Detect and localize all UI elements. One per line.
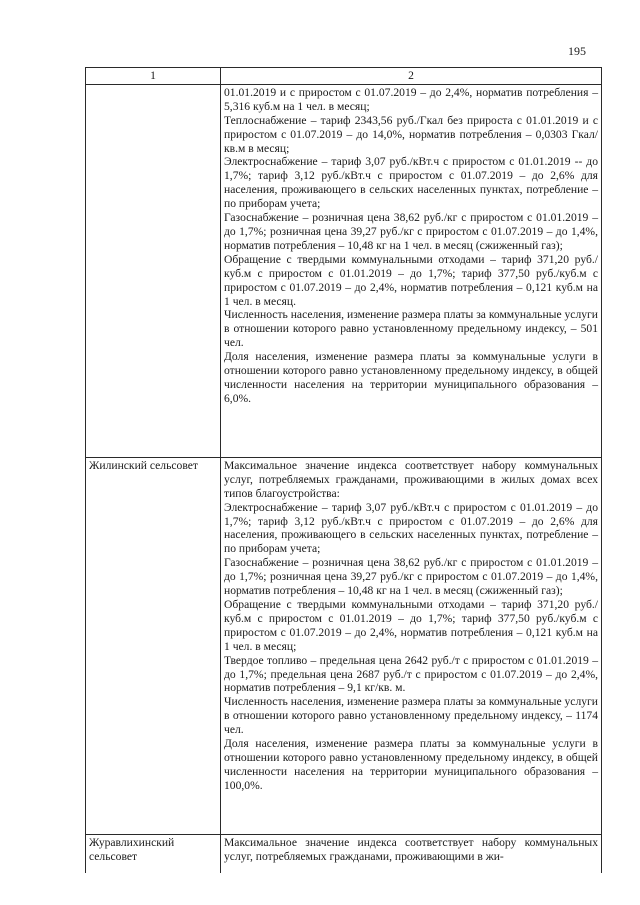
table-row (86, 457, 602, 834)
paragraph: Обращение с твердыми коммунальными отходами – тариф 371,20 руб./куб.м с приростом с 01.01.2019 – до 1,7%; тариф 377,50 руб./куб.м с приростом с 01.07.2019 – до 2,4%, норматив потребления – 0,121 куб.м на 1 чел. в месяц; (224, 597, 598, 653)
paragraph: Газоснабжение – розничная цена 38,62 руб./кг с приростом с 01.01.2019 – до 1,7%; розничная цена 39,27 руб./кг с приростом с 01.07.2019 – до 1,4%, норматив потребления – 10,48 кг на 1 чел. в месяц (сжиженный газ); (224, 211, 598, 252)
tariff-description-cell (221, 457, 602, 834)
table-header-row (86, 68, 602, 85)
paragraph: 01.01.2019 и с приростом с 01.07.2019 – до 2,4%, норматив потребления – 5,316 куб.м на 1 чел. в месяц; (224, 85, 598, 113)
paragraph: Обращение с твердыми коммунальными отходами – тариф 371,20 руб./куб.м с приростом с 01.01.2019 – до 1,7%; тариф 377,50 руб./куб.м с приростом с 01.07.2019 – до 2,4%, норматив потребления – 0,121 куб.м на 1 чел. в месяц. (224, 252, 598, 308)
municipality-name-cell (86, 84, 221, 457)
municipality-name-cell: Журавлихинский сельсовет (86, 834, 221, 873)
paragraph: Максимальное значение индекса соответствует набору коммунальных услуг, потребляемых гражданами, проживающими в жи- (224, 835, 598, 863)
paragraph: Газоснабжение – розничная цена 38,62 руб./кг с приростом с 01.01.2019 – до 1,7%; розничная цена 39,27 руб./кг с приростом с 01.07.2019 – до 1,4%, норматив потребления – 10,48 кг на 1 чел. в месяц (сжиженный газ); (224, 556, 598, 598)
paragraph: Численность населения, изменение размера платы за коммунальные услуги в отношении которого равно установленному предельному индексу, – 1174 чел. (224, 695, 598, 737)
paragraph: Теплоснабжение – тариф 2343,56 руб./Гкал без прироста с 01.01.2019 и с приростом с 01.07.2019 – до 14,0%, норматив потребления – 0,0303 Гкал/кв.м в месяц; (224, 113, 598, 155)
paragraph: Электроснабжение – тариф 3,07 руб./кВт.ч с приростом с 01.01.2019 -- до 1,7%; тариф 3,12 руб./кВт.ч с приростом с 01.07.2019 – до 2,6% для населения, проживающего в сельских населенных пунктах, потребление – по приборам учета; (224, 155, 598, 211)
paragraph: Максимальное значение индекса соответствует набору коммунальных услуг, потребляемых гражданами, проживающими в жилых домах всех типов благоустройства: (224, 458, 598, 500)
column-header-2: 2 (221, 68, 602, 85)
paragraph: Численность населения, изменение размера платы за коммунальные услуги в отношении которого равно установленному предельному индексу, – 501 чел. (224, 308, 598, 350)
table-row (86, 84, 602, 457)
paragraph: Электроснабжение – тариф 3,07 руб./кВт.ч с приростом с 01.01.2019 – до 1,7%; тариф 3,12 руб./кВт.ч с приростом с 01.07.2019 – до 2,6% для населения, проживающего в сельских населенных пунктах, потребление – по приборам учета; (224, 500, 598, 556)
tariff-description-cell (221, 834, 602, 873)
page-number: 195 (568, 44, 586, 58)
paragraph: Доля населения, изменение размера платы за коммунальные услуги в отношении которого равно установленному предельному индексу, в общей численности населения на территории муниципального образования – 6,0%. (224, 350, 598, 405)
column-header-1: 1 (86, 68, 221, 85)
paragraph: Доля населения, изменение размера платы за коммунальные услуги в отношении которого равно установленному предельному индексу, в общей численности населения на территории муниципального образования – 100,0%. (224, 737, 598, 792)
tariff-description-cell (221, 84, 602, 457)
municipality-name-cell: Жилинский сельсовет (86, 457, 221, 834)
tariff-table (85, 67, 602, 873)
table-row (86, 834, 602, 873)
paragraph: Твердое топливо – предельная цена 2642 руб./т с приростом с 01.01.2019 – до 1,7%; предельная цена 2687 руб./т с приростом с 01.07.2019 – до 2,4%, норматив потребления – 9,1 кг/кв. м. (224, 653, 598, 695)
